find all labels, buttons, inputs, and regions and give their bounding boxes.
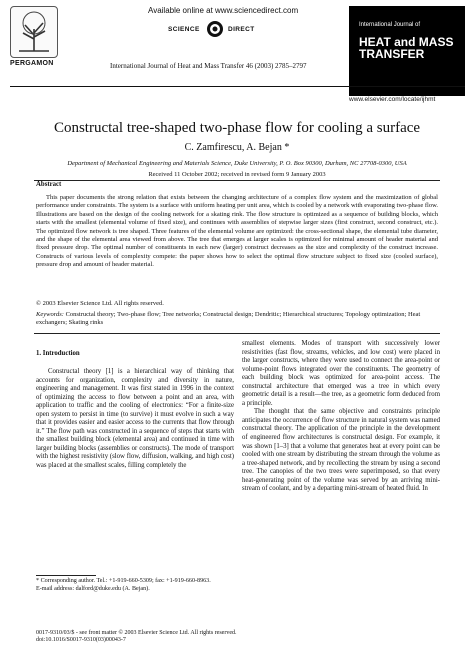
cover-title: HEAT and MASS TRANSFER	[359, 35, 454, 61]
publisher-name: PERGAMON	[10, 60, 54, 67]
abstract-copyright: © 2003 Elsevier Science Ltd. All rights reserved.	[36, 300, 164, 307]
sciencedirect-logo	[168, 20, 308, 40]
email-note: E-mail address: dalford@duke.edu (A. Bejan).	[36, 585, 150, 592]
keywords-list: Constructal theory; Two-phase flow; Tree networks; Constructal design; Dendritic; Hierarchical structures; Topology optimization; Heat exchangers; Skating rinks	[36, 311, 421, 327]
journal-citation: International Journal of Heat and Mass Transfer 46 (2003) 2785–2797	[110, 62, 307, 70]
intro-paragraph: Constructal theory [1] is a hierarchical way of thinking that accounts for organization, complexity and diversity in nature, engineering and management. It was first stated in 1996 in the context of optimizing the access to flow between a point and an area, with application to traffic and the cooling of electronics: “For a finite-size open system to persist in time (to survive) it must evolve in such a way that it provides easier and easier access to the currents that flow through it.” The flow path was constructed in a sequence of steps that starts with the smallest building block (elemental area) and continued in time with larger building blocks (assemblies or constructs). The mode of transport with the highest resistivity (slow flow, diffusion, walking, and high cost) was placed at the smallest scales, filling completely the	[36, 368, 234, 470]
cover-subtitle: International Journal of	[359, 22, 421, 28]
keywords	[36, 311, 438, 328]
section-heading-introduction: 1. Introduction	[36, 350, 80, 357]
front-matter-info	[36, 630, 237, 645]
footnote-rule	[36, 575, 96, 576]
author-affiliation: Department of Mechanical Engineering and Materials Science, Duke University, P. O. Box 90300, Durham, NC 27708-0300, USA	[67, 160, 407, 167]
header-rule	[10, 86, 465, 87]
corresponding-author-note: * Corresponding author. Tel.: +1-919-660-5309; fax: +1-919-660-8963.	[36, 578, 211, 584]
right-paragraph-2: The thought that the same objective and constraints principle anticipates the occurrence of flow structure in natural system was named constructal theory. The application of the principle in the development of engineered flow architectures is constructal design. For example, it was shown [1–3] that a volume that generates heat at every point can be cooled with one stream by distributing the stream through the volume as a tree-shaped network, and by recollecting the stream by using a second tree. The canopies of the two trees were superimposed, so that every heat-generating point of the volume was served by an arriving mini-stream of coolant, and by a departing mini-stream of heated fluid. In	[242, 408, 440, 493]
right-paragraph-1: smallest elements. Modes of transport with successively lower resistivities (fast flow, streams, vehicles, and low cost) were placed in the larger constructs, where they were used to connect the area-point or volume-point flows integrated over the constituents. The geometry of each building block was optimized for area-point access. The constructal architecture that emerged was a tree in which every geometric detail is a result—the tree, as a geometric form deduced from a principle.	[242, 340, 440, 407]
received-dates: Received 11 October 2002; received in revised form 9 January 2003	[148, 171, 326, 178]
issn-line: 0017-9310/03/$ - see front matter © 2003 Elsevier Science Ltd. All rights reserved.	[36, 630, 237, 636]
elsevier-logo	[10, 6, 58, 58]
footnote	[36, 578, 234, 593]
body-column-right	[242, 340, 440, 494]
abstract-heading: Abstract	[36, 181, 62, 188]
sciencedirect-d-icon	[206, 20, 224, 38]
body-column-left	[36, 368, 234, 471]
journal-cover	[349, 6, 465, 96]
abstract-top-rule	[34, 180, 440, 181]
sciencedirect-left-text: SCIENCE	[168, 26, 200, 33]
article-authors: C. Zamfirescu, A. Bejan *	[184, 142, 290, 153]
sciencedirect-right-text: DIRECT	[228, 26, 255, 33]
available-online-text[interactable]: Available online at www.sciencedirect.com	[148, 6, 299, 15]
abstract-bottom-rule	[34, 333, 440, 334]
abstract-text: This paper documents the strong relation that exists between the changing architecture of a complex flow system and the maximization of global performance under constraints. The system is a surface with uniform heating per unit area, which is cooled by a network with evaporating two-phase flow. Illustrations are based on the design of the cooling network for a skating rink. The flow structure is optimized as a sequence of building blocks, which starts with the smallest (elemental volume of fixed size), and continues with assemblies of stepwise larger sizes (first construct, second construct, etc.). The optimized flow network is tree shaped. Three features of the elemental volume are optimized: the cross-sectional shape, the elemental tube diameter, and the shape of the elemental area viewed from above. The tree that emerges at larger scales is optimized for minimal amount of header material and fixed pressure drop. The optimal number of constituents in each new (larger) construct decreases as the size and complexity of the construct increase. Constructs of various levels of complexity compete: the paper shows how to select the optimal flow structure subject to fixed size (cooled surface), pressure drop and amount of header material.	[36, 194, 438, 269]
journal-url[interactable]: www.elsevier.com/locate/ijhmt	[349, 96, 436, 103]
article-title: Constructal tree-shaped two-phase flow for cooling a surface	[53, 120, 421, 136]
doi-line: doi:10.1016/S0017-9310(03)00043-7	[36, 637, 126, 644]
keywords-label: Keywords:	[36, 311, 64, 318]
